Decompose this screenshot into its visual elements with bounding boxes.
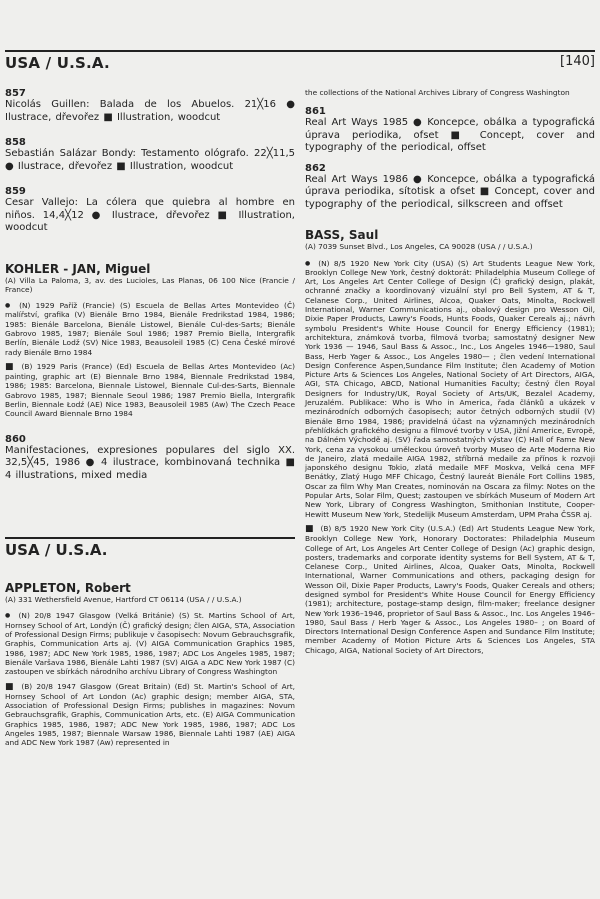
left-column [5,88,295,753]
catalog-entry: Cesar Vallejo: La cólera que quiebra al hombre en niños. 14,4╳12 ● Ilustrace, dřevořez ■ Illustration, woodcut [5,197,295,233]
artist-bio-czech: ● (N) 20/8 1947 Glasgow (Velká Británie) (S) St. Martins School of Art, Hornsey School of Art, Londýn (Č) grafický design; člen AIGA, STA, Association of Professional Design Firms; publikuje v časopisech: Novum Gebrauchsgrafik, Graphis, Communication Arts aj. (V) AIGA Communication Graphics 1985, 1986, 1987; ADC New York 1985, 1986, 1987; ADC Los Angeles 1985, 1987; Bienále Varšava 1986, Bienále Lahti 1987 (SV) AIGA a ADC New York 1987 (C) zastoupen ve sbírkách národního archívu Library of Congress Washington [5,611,295,676]
artist-bio-czech: ● (N) 1929 Paříž (Francie) (S) Escuela de Bellas Artes Montevideo (Č) malířství, grafika (V) Bienále Brno 1984, Bienále Fredrikstad 1984, 1986; 1985: Bienále Barcelona, Bienále Listowel, Bienále Cul-des-Sarts; Bienále Gabrovo 1985, 1987; Bienále Soul 1986; 1987 Premio Biella, Intergrafik Berlín, Bienále Lodž (SV) Nice 1983, Beausoleil 1985 (C) Cena České mírové rady Bienále Brno 1984 [5,301,295,357]
catalog-number: 857 [5,88,26,99]
page-title: USA / U.S.A. [5,54,110,72]
page-number: [140] [560,54,595,69]
catalog-number: 860 [5,433,26,445]
right-column [305,88,595,660]
catalog-number: 858 [5,137,26,148]
artist-bio-english: ■ (B) 1929 Paris (France) (Ed) Escuela de Bellas Artes Montevideo (Ac) painting, graphic art (E) Biennale Brno 1984, Biennale Fredrikstad 1984, 1986; 1985: Barcelona, Biennale Listowel, Biennale Cul-des-Sarts, Biennale Gabrovo 1985, 1987; Biennale Seoul 1986; 1987 Premio Biella, Intergrafik Berlin, Biennale Łodź (AE) Nice 1983, Beausoleil 1985 (Aw) The Czech Peace Council Award Biennale Brno 1984 [5,362,295,419]
catalog-number: 861 [305,106,326,118]
artist-address: (A) 331 Wethersfield Avenue, Hartford CT 06114 (USA / / U.S.A.) [5,595,242,605]
catalog-entry: Real Art Ways 1986 ● Koncepce, obálka a typografická úprava periodika, sítotisk a ofset ■ Concept, cover and typography of the periodical, silkscreen and offset [305,173,595,210]
catalog-number: 859 [5,186,26,197]
section-header: USA / U.S.A. [5,537,295,559]
page-header [5,50,595,72]
artist-name: KOHLER - JAN, Miguel [5,261,151,276]
artist-address: (A) 7039 Sunset Blvd., Los Angeles, CA 90028 (USA / / U.S.A.) [305,242,533,252]
catalog-entry: Nicolás Guillen: Balada de los Abuelos. 21╳16 ● Ilustrace, dřevořez ■ Illustration, woodcut [5,99,295,123]
catalog-entry: Real Art Ways 1985 ● Koncepce, obálka a typografická úprava periodika, ofset ■ Concept, cover and typography of the periodical, offset [305,117,595,154]
artist-address: (A) Villa La Paloma, 3, av. des Lucioles, Las Planas, 06 100 Nice (Francie / France) [5,275,295,294]
artist-bio-english: ■ (B) 20/8 1947 Glasgow (Great Britain) (Ed) St. Martin's School of Art, Hornsey School of Art London (Ac) graphic design; member AIGA, STA, Association of Professional Design Firms; publishes in magazines: Novum Gebrauchsgrafik, Graphis, Communication Arts, etc. (E) AIGA Communication Graphics 1985, 1986, 1987; ADC New York 1985, 1986, 1987; ADC Los Angeles 1985, 1987; Biennale Warsaw 1986, Biennale Lahti 1987 (AE) AIGA and ADC New York 1987 (Aw) represented in [5,682,295,748]
artist-name: BASS, Saul [305,228,379,243]
artist-name: APPLETON, Robert [5,581,131,596]
artist-bio-english: ■ (B) 8/5 1920 New York City (U.S.A.) (Ed) Art Students League New York, Brooklyn College New York, Honorary Doctorates: Philadelphia Museum College of Art, Los Angeles Art Center College of Design (Ac) graphic design, posters, trademarks and corporate identity systems for Bell System, AT & T, Celanese Corp., United Airlines, Alcoa, Quaker Oats, Minolta, Rockwell International, Warner Communications and others, packaging design for Wesson Oil, Dixie Paper Products, Lawry's Foods, Quaker Cereals and others; designed symbol for President's White House Council for Energy Efficiency (1981); architecture, postage-stamp design, film-maker; freelance designer New York 1936–1946, proprietor of Saul Bass & Assoc., Inc. Los Angeles 1946–1980, Saul Bass / Herb Yager & Assoc., Los Angeles 1980– ; on Board of Directors International Design Conference Aspen and Sundance Film Institute; member Academy of Motion Picture Arts & Sciences Los Angeles, STA Chicago, AIGA, National Society of Art Directors, [305,524,595,655]
catalog-entry: Manifestaciones, expresiones populares del siglo XX. 32,5╳45, 1986 ● 4 ilustrace, kombinovaná technika ■ 4 illustrations, mixed media [5,444,295,481]
catalog-number: 862 [305,162,326,174]
continuation-text: the collections of the National Archives Library of Congress Washington [305,88,570,97]
artist-bio-czech: ● (N) 8/5 1920 New York City (USA) (S) Art Students League New York, Brooklyn College New York, čestný doktorát: Philadelphia Museum College of Art, Los Angeles Art Center College of Design (Č) grafický design, plakát, ochranné značky a koordinovaný vizuální styl pro Bell System, AT & T, Celanese Corp., United Airlines, Alcoa, Quaker Oats, Minolta, Rockwell International, Warner Communications aj., obalový design pro Wesson Oil, Dixie Paper Products, Lawry's Foods, Hunts Foods, Quaker Cereals aj.; návrh symbolu President's White House Council for Energy Efficiency (1981); architektura, známková tvorba, filmová tvorba; samostatný designer New York 1936 — 1946, Saul Bass & Assoc., Inc., Los Angeles 1946—1980, Saul Bass, Herb Yager & Assoc., Los Angeles 1980— ; člen vedení International Design Conference Aspen,Sundance Film Institute; člen Academy of Motion Picture Arts & Sciences Los Angeles, National Society of Art Directors, AIGA, AGI, STA Chicago, ABCD, National Humanities Faculty; čestný člen Royal Designers for Industry/UK, Royal Society of Arts/UK, Bezalel Academy, Jeruzalém. Publikace: Who is Who in America, řada článků a ukázek v mezinárodních odborných časopisech; autor četných odborných studií (V) Bienále Brno 1984, 1986; pravidelná účast na významných mezinárodních přehlídkách grafického designu a filmové tvorby v USA, Jižní Americe, Evropě, na Dálném Východě aj. (SV) řada samostatných výstav (C) Hall of Fame New York, cena za vysokou uměleckou úroveň tvorby Museo de Arte Moderna Rio de Janeiro, zlatá medaile AIGA 1982, stříbrná medaile za přínos k rozvoji japonského designu Tokio, zlatá medaile MFF Moskva, Velká cena MFF Benátky, Zlatý Hugo MFF Chicago, Čestný laureát Bienále Fort Collins 1985, Oscar za film Why Man Creates, nominován na Oscara za filmy: Notes on the Popular Arts, Solar Film, Quest; zastoupen ve sbírkách Museum of Modern Art New York, Library of Congress Washington, Smithonian Institute, Cooper-Hewitt Museum New York, Stedelijk Museum Amsterdam, UPM Praha ČSSR aj. [305,259,595,519]
catalog-entry: Sebastián Salázar Bondy: Testamento ológrafo. 22╳11,5 ● Ilustrace, dřevořez ■ Illustration, woodcut [5,148,295,172]
